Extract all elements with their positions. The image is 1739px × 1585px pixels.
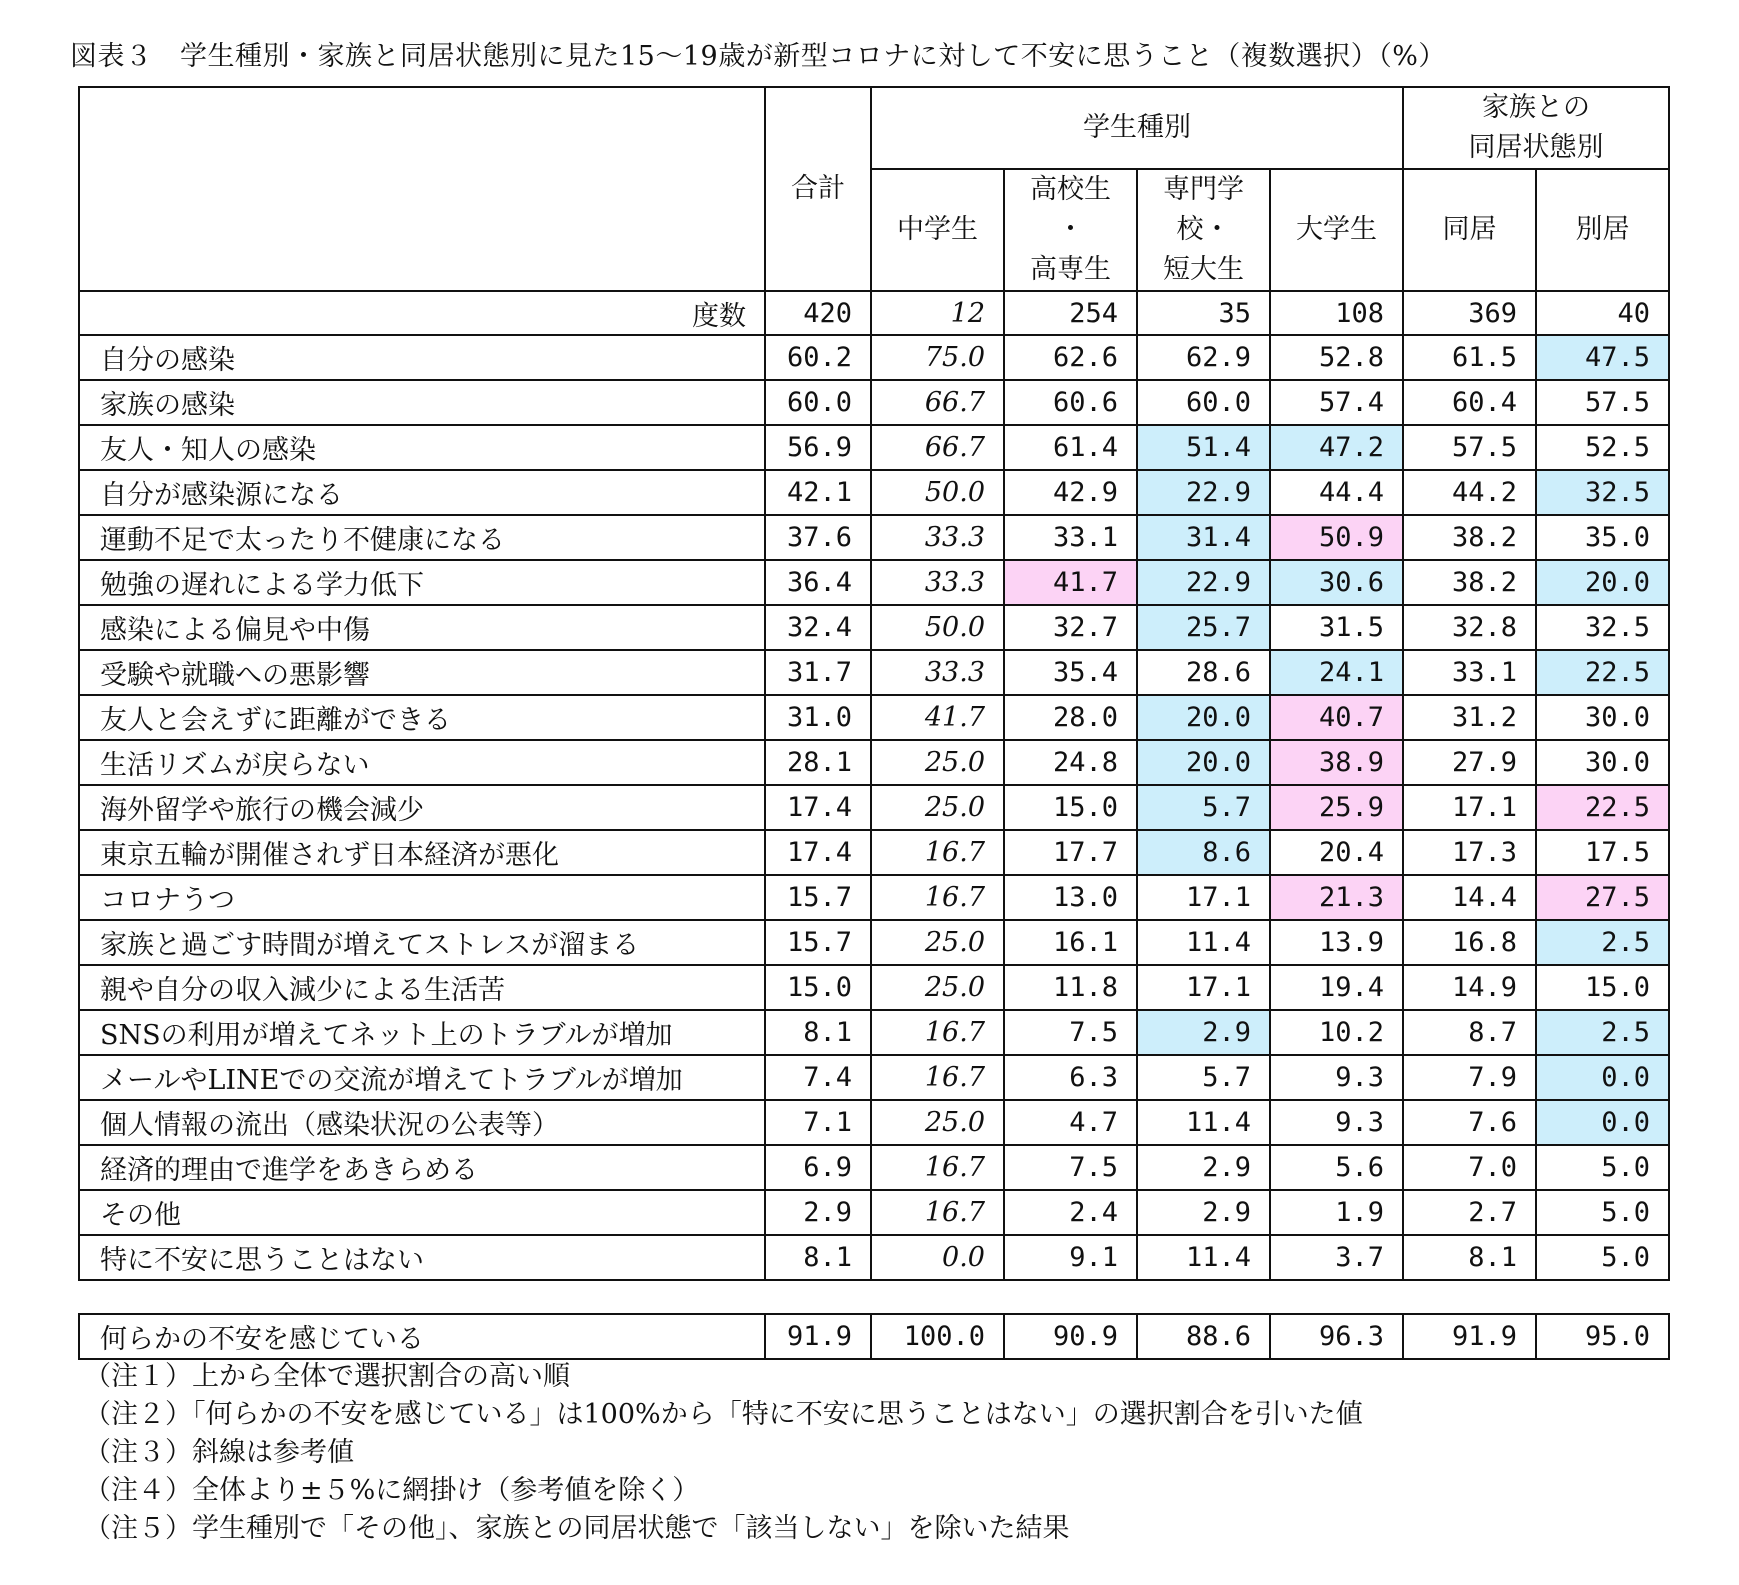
row-value: 47.2 xyxy=(1270,425,1403,470)
row-value: 61.5 xyxy=(1403,335,1536,380)
figure-title: 図表３ 学生種別・家族と同居状態別に見た15～19歳が新型コロナに対して不安に思うこと（複数選択）（%） xyxy=(70,41,1446,72)
row-value: 27.5 xyxy=(1536,875,1669,920)
row-value: 2.9 xyxy=(1137,1145,1270,1190)
row-value: 47.5 xyxy=(1536,335,1669,380)
row-label: その他 xyxy=(79,1190,765,1235)
table-row xyxy=(79,830,1669,875)
row-value: 30.0 xyxy=(1536,740,1669,785)
table-row xyxy=(79,380,1669,425)
row-value: 30.6 xyxy=(1270,560,1403,605)
data-table xyxy=(78,86,1670,1281)
table-row xyxy=(79,1100,1669,1145)
row-value: 9.3 xyxy=(1270,1100,1403,1145)
row-label: コロナうつ xyxy=(79,875,765,920)
total-value: 96.3 xyxy=(1270,1314,1403,1359)
header-column-line: 大学生 xyxy=(1296,214,1377,245)
header-column-2 xyxy=(1137,169,1270,291)
row-value: 11.4 xyxy=(1137,920,1270,965)
row-value: 37.6 xyxy=(765,515,871,560)
row-value: 8.1 xyxy=(765,1010,871,1055)
row-value: 17.7 xyxy=(1004,830,1137,875)
row-value: 20.0 xyxy=(1137,740,1270,785)
row-value: 5.0 xyxy=(1536,1145,1669,1190)
row-value: 28.0 xyxy=(1004,695,1137,740)
row-value: 32.5 xyxy=(1536,470,1669,515)
total-label: 何らかの不安を感じている xyxy=(79,1314,765,1359)
row-value: 5.6 xyxy=(1270,1145,1403,1190)
note-line: （注２）「何らかの不安を感じている」は100%から「特に不安に思うことはない」の選択割合を引いた値 xyxy=(84,1399,1363,1430)
row-value: 8.1 xyxy=(1403,1235,1536,1280)
header-column-line: 短大生 xyxy=(1163,254,1244,285)
row-value: 20.0 xyxy=(1536,560,1669,605)
row-value: 13.9 xyxy=(1270,920,1403,965)
row-label: 受験や就職への悪影響 xyxy=(79,650,765,695)
row-label: 勉強の遅れによる学力低下 xyxy=(79,560,765,605)
table-body xyxy=(79,291,1669,1280)
row-value: 0.0 xyxy=(1536,1055,1669,1100)
count-value: 35 xyxy=(1137,291,1270,335)
row-value: 61.4 xyxy=(1004,425,1137,470)
row-label: 家族の感染 xyxy=(79,380,765,425)
row-value: 2.4 xyxy=(1004,1190,1137,1235)
row-label: 特に不安に思うことはない xyxy=(79,1235,765,1280)
row-value: 0.0 xyxy=(1536,1100,1669,1145)
row-value: 5.7 xyxy=(1137,1055,1270,1100)
header-column-line: 中学生 xyxy=(897,214,978,245)
header-column-line: 専門学 xyxy=(1163,174,1244,205)
row-label: 経済的理由で進学をあきらめる xyxy=(79,1145,765,1190)
row-value: 2.5 xyxy=(1536,920,1669,965)
table-row xyxy=(79,650,1669,695)
row-value: 52.5 xyxy=(1536,425,1669,470)
row-value: 2.5 xyxy=(1536,1010,1669,1055)
row-value: 41.7 xyxy=(1004,560,1137,605)
row-value: 7.4 xyxy=(765,1055,871,1100)
row-value: 25.9 xyxy=(1270,785,1403,830)
row-value: 17.4 xyxy=(765,785,871,830)
count-row xyxy=(79,291,1669,335)
count-value: 12 xyxy=(871,291,1004,335)
row-value: 33.1 xyxy=(1004,515,1137,560)
row-value: 8.1 xyxy=(765,1235,871,1280)
row-value: 15.0 xyxy=(1004,785,1137,830)
header-column-4 xyxy=(1403,169,1536,291)
table-row xyxy=(79,740,1669,785)
row-value: 25.0 xyxy=(871,740,1004,785)
row-value: 9.1 xyxy=(1004,1235,1137,1280)
row-value: 31.7 xyxy=(765,650,871,695)
table-row xyxy=(79,1010,1669,1055)
row-value: 38.2 xyxy=(1403,515,1536,560)
row-label: 自分の感染 xyxy=(79,335,765,380)
row-value: 11.4 xyxy=(1137,1100,1270,1145)
row-value: 31.2 xyxy=(1403,695,1536,740)
row-value: 24.8 xyxy=(1004,740,1137,785)
row-value: 10.2 xyxy=(1270,1010,1403,1055)
row-value: 15.7 xyxy=(765,875,871,920)
row-value: 57.5 xyxy=(1403,425,1536,470)
row-value: 11.8 xyxy=(1004,965,1137,1010)
table-row xyxy=(79,785,1669,830)
note-line: （注３）斜線は参考値 xyxy=(84,1437,354,1468)
row-value: 16.7 xyxy=(871,830,1004,875)
row-value: 32.5 xyxy=(1536,605,1669,650)
row-value: 60.0 xyxy=(1137,380,1270,425)
header-column-line: 高校生 xyxy=(1030,174,1111,205)
row-value: 25.0 xyxy=(871,1100,1004,1145)
count-label: 度数 xyxy=(79,291,765,335)
row-value: 7.6 xyxy=(1403,1100,1536,1145)
row-value: 5.7 xyxy=(1137,785,1270,830)
row-value: 16.1 xyxy=(1004,920,1137,965)
table-row xyxy=(79,920,1669,965)
row-label: 海外留学や旅行の機会減少 xyxy=(79,785,765,830)
row-value: 7.5 xyxy=(1004,1010,1137,1055)
row-value: 31.4 xyxy=(1137,515,1270,560)
row-value: 25.0 xyxy=(871,785,1004,830)
row-value: 56.9 xyxy=(765,425,871,470)
row-value: 33.1 xyxy=(1403,650,1536,695)
row-value: 17.4 xyxy=(765,830,871,875)
row-value: 52.8 xyxy=(1270,335,1403,380)
note-line: （注４）全体より±５%に網掛け（参考値を除く） xyxy=(84,1475,700,1506)
total-table xyxy=(78,1313,1670,1360)
row-value: 38.9 xyxy=(1270,740,1403,785)
row-value: 60.6 xyxy=(1004,380,1137,425)
header-group-student: 学生種別 xyxy=(871,87,1403,169)
row-value: 16.7 xyxy=(871,1145,1004,1190)
row-value: 50.0 xyxy=(871,470,1004,515)
row-label: 親や自分の収入減少による生活苦 xyxy=(79,965,765,1010)
header-column-line: 校・ xyxy=(1176,214,1231,245)
note-line: （注５）学生種別で「その他」、家族との同居状態で「該当しない」を除いた結果 xyxy=(84,1513,1070,1544)
row-value: 17.1 xyxy=(1403,785,1536,830)
count-value: 420 xyxy=(765,291,871,335)
header-column-5 xyxy=(1536,169,1669,291)
row-value: 16.7 xyxy=(871,1190,1004,1235)
row-value: 14.4 xyxy=(1403,875,1536,920)
row-value: 62.9 xyxy=(1137,335,1270,380)
total-value: 91.9 xyxy=(765,1314,871,1359)
row-value: 19.4 xyxy=(1270,965,1403,1010)
row-value: 5.0 xyxy=(1536,1190,1669,1235)
table-row xyxy=(79,335,1669,380)
header-column-line: 高専生 xyxy=(1030,254,1111,285)
row-value: 28.1 xyxy=(765,740,871,785)
row-value: 41.7 xyxy=(871,695,1004,740)
header-group-family-line2: 同居状態別 xyxy=(1468,132,1604,163)
row-value: 15.7 xyxy=(765,920,871,965)
row-value: 0.0 xyxy=(871,1235,1004,1280)
table-row xyxy=(79,1190,1669,1235)
row-value: 44.2 xyxy=(1403,470,1536,515)
row-label: 東京五輪が開催されず日本経済が悪化 xyxy=(79,830,765,875)
row-value: 7.1 xyxy=(765,1100,871,1145)
count-value: 369 xyxy=(1403,291,1536,335)
table-row xyxy=(79,425,1669,470)
row-value: 24.1 xyxy=(1270,650,1403,695)
row-value: 2.9 xyxy=(765,1190,871,1235)
count-value: 108 xyxy=(1270,291,1403,335)
row-value: 57.4 xyxy=(1270,380,1403,425)
total-value: 100.0 xyxy=(871,1314,1004,1359)
row-value: 14.9 xyxy=(1403,965,1536,1010)
row-label: 生活リズムが戻らない xyxy=(79,740,765,785)
row-value: 66.7 xyxy=(871,380,1004,425)
row-value: 57.5 xyxy=(1536,380,1669,425)
row-value: 50.9 xyxy=(1270,515,1403,560)
row-value: 40.7 xyxy=(1270,695,1403,740)
table-row xyxy=(79,875,1669,920)
row-value: 21.3 xyxy=(1270,875,1403,920)
row-value: 25.0 xyxy=(871,965,1004,1010)
note-line: （注１）上から全体で選択割合の高い順 xyxy=(84,1361,570,1392)
row-value: 5.0 xyxy=(1536,1235,1669,1280)
total-value: 90.9 xyxy=(1004,1314,1137,1359)
header-blank-cell xyxy=(79,87,765,291)
row-value: 42.1 xyxy=(765,470,871,515)
row-value: 75.0 xyxy=(871,335,1004,380)
row-label: 個人情報の流出（感染状況の公表等） xyxy=(79,1100,765,1145)
row-value: 4.7 xyxy=(1004,1100,1137,1145)
row-value: 60.2 xyxy=(765,335,871,380)
row-value: 44.4 xyxy=(1270,470,1403,515)
row-value: 35.0 xyxy=(1536,515,1669,560)
row-value: 22.9 xyxy=(1137,560,1270,605)
table-row xyxy=(79,470,1669,515)
table-row xyxy=(79,965,1669,1010)
row-value: 15.0 xyxy=(1536,965,1669,1010)
row-value: 60.4 xyxy=(1403,380,1536,425)
row-value: 20.0 xyxy=(1137,695,1270,740)
row-value: 32.7 xyxy=(1004,605,1137,650)
notes xyxy=(84,1358,1363,1548)
row-label: 感染による偏見や中傷 xyxy=(79,605,765,650)
header-column-0 xyxy=(871,169,1004,291)
row-value: 27.9 xyxy=(1403,740,1536,785)
count-value: 40 xyxy=(1536,291,1669,335)
header-column-line: ・ xyxy=(1057,214,1084,245)
row-value: 7.9 xyxy=(1403,1055,1536,1100)
total-value: 91.9 xyxy=(1403,1314,1536,1359)
row-value: 16.8 xyxy=(1403,920,1536,965)
row-value: 25.7 xyxy=(1137,605,1270,650)
row-value: 7.5 xyxy=(1004,1145,1137,1190)
row-value: 6.3 xyxy=(1004,1055,1137,1100)
row-value: 17.1 xyxy=(1137,875,1270,920)
row-value: 33.3 xyxy=(871,515,1004,560)
row-label: メールやLINEでの交流が増えてトラブルが増加 xyxy=(79,1055,765,1100)
row-value: 33.3 xyxy=(871,560,1004,605)
row-value: 17.1 xyxy=(1137,965,1270,1010)
row-value: 66.7 xyxy=(871,425,1004,470)
row-value: 20.4 xyxy=(1270,830,1403,875)
row-value: 11.4 xyxy=(1137,1235,1270,1280)
row-value: 60.0 xyxy=(765,380,871,425)
table-row xyxy=(79,1145,1669,1190)
row-value: 38.2 xyxy=(1403,560,1536,605)
row-value: 25.0 xyxy=(871,920,1004,965)
row-value: 22.5 xyxy=(1536,650,1669,695)
row-value: 31.5 xyxy=(1270,605,1403,650)
header-total: 合計 xyxy=(765,87,871,291)
row-value: 6.9 xyxy=(765,1145,871,1190)
header-column-1 xyxy=(1004,169,1137,291)
total-value: 95.0 xyxy=(1536,1314,1669,1359)
row-value: 30.0 xyxy=(1536,695,1669,740)
row-value: 33.3 xyxy=(871,650,1004,695)
table-row xyxy=(79,1235,1669,1280)
total-row xyxy=(79,1314,1669,1359)
row-value: 2.7 xyxy=(1403,1190,1536,1235)
row-value: 1.9 xyxy=(1270,1190,1403,1235)
row-value: 50.0 xyxy=(871,605,1004,650)
table-row xyxy=(79,515,1669,560)
row-label: 家族と過ごす時間が増えてストレスが溜まる xyxy=(79,920,765,965)
row-label: 運動不足で太ったり不健康になる xyxy=(79,515,765,560)
header-group-family-line1: 家族との xyxy=(1482,92,1590,123)
row-label: SNSの利用が増えてネット上のトラブルが増加 xyxy=(79,1010,765,1055)
row-value: 62.6 xyxy=(1004,335,1137,380)
row-value: 16.7 xyxy=(871,1055,1004,1100)
table-row xyxy=(79,1055,1669,1100)
row-value: 42.9 xyxy=(1004,470,1137,515)
table-row xyxy=(79,560,1669,605)
header-column-line: 同居 xyxy=(1442,214,1497,245)
header-column-3 xyxy=(1270,169,1403,291)
row-label: 自分が感染源になる xyxy=(79,470,765,515)
row-value: 17.3 xyxy=(1403,830,1536,875)
row-value: 15.0 xyxy=(765,965,871,1010)
row-value: 16.7 xyxy=(871,875,1004,920)
header-group-family xyxy=(1403,87,1669,169)
row-value: 2.9 xyxy=(1137,1010,1270,1055)
row-value: 2.9 xyxy=(1137,1190,1270,1235)
table-row xyxy=(79,605,1669,650)
row-value: 22.5 xyxy=(1536,785,1669,830)
count-value: 254 xyxy=(1004,291,1137,335)
row-value: 17.5 xyxy=(1536,830,1669,875)
row-value: 36.4 xyxy=(765,560,871,605)
row-value: 9.3 xyxy=(1270,1055,1403,1100)
row-value: 13.0 xyxy=(1004,875,1137,920)
total-value: 88.6 xyxy=(1137,1314,1270,1359)
row-value: 51.4 xyxy=(1137,425,1270,470)
row-value: 7.0 xyxy=(1403,1145,1536,1190)
row-value: 32.8 xyxy=(1403,605,1536,650)
row-value: 8.7 xyxy=(1403,1010,1536,1055)
row-value: 8.6 xyxy=(1137,830,1270,875)
row-value: 31.0 xyxy=(765,695,871,740)
row-label: 友人・知人の感染 xyxy=(79,425,765,470)
row-value: 28.6 xyxy=(1137,650,1270,695)
row-label: 友人と会えずに距離ができる xyxy=(79,695,765,740)
row-value: 35.4 xyxy=(1004,650,1137,695)
row-value: 3.7 xyxy=(1270,1235,1403,1280)
header-column-line: 別居 xyxy=(1575,214,1630,245)
row-value: 22.9 xyxy=(1137,470,1270,515)
table-row xyxy=(79,695,1669,740)
row-value: 32.4 xyxy=(765,605,871,650)
row-value: 16.7 xyxy=(871,1010,1004,1055)
